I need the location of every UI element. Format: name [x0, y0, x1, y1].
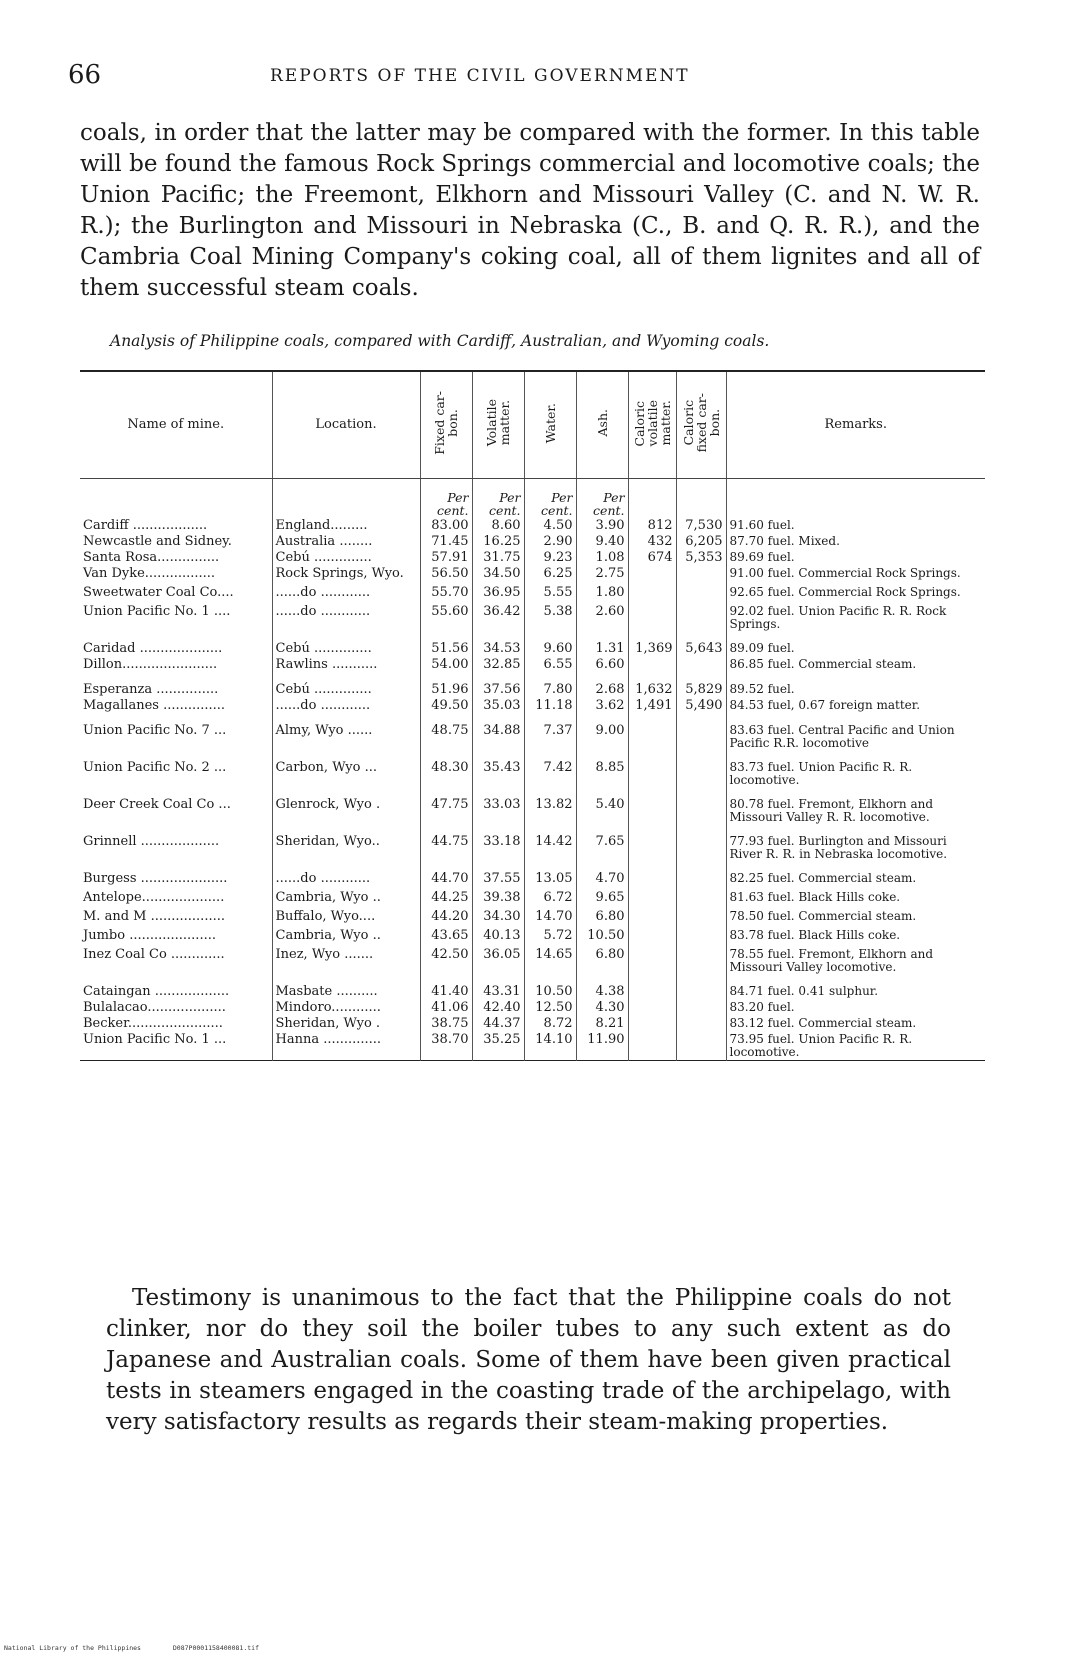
cell-mine-name: Deer Creek Coal Co ...: [80, 797, 272, 834]
cell-fixed-carbon: 55.70: [420, 585, 472, 604]
cell-fixed-carbon: 44.70: [420, 871, 472, 890]
cell-caloric-fixed: [676, 604, 726, 641]
cell-ash: 9.00: [576, 723, 628, 760]
cell-location: Rock Springs, Wyo.: [272, 566, 420, 585]
cell-mine-name: Antelope....................: [80, 890, 272, 909]
unit-label: Per cent.: [576, 479, 628, 519]
cell-water: 6.72: [524, 890, 576, 909]
header-water: Water.: [524, 371, 576, 479]
cell-volatile-matter: 39.38: [472, 890, 524, 909]
cell-ash: 8.21: [576, 1016, 628, 1032]
cell-fixed-carbon: 56.50: [420, 566, 472, 585]
coal-analysis-table-container: [80, 370, 985, 1061]
cell-mine-name: M. and M ..................: [80, 909, 272, 928]
cell-location: Cebú ..............: [272, 641, 420, 657]
cell-water: 11.18: [524, 698, 576, 723]
table-header-row: [80, 371, 985, 479]
table-row: [80, 518, 985, 534]
table-body: [80, 479, 985, 1061]
cell-caloric-volatile: [628, 797, 676, 834]
cell-water: 2.90: [524, 534, 576, 550]
header-location: Location.: [272, 371, 420, 479]
cell-remarks: 83.78 fuel. Black Hills coke.: [729, 928, 901, 942]
cell-caloric-volatile: [628, 984, 676, 1000]
cell-volatile-matter: 36.95: [472, 585, 524, 604]
running-head: REPORTS OF THE CIVIL GOVERNMENT: [270, 66, 690, 86]
cell-caloric-volatile: 674: [628, 550, 676, 566]
cell-volatile-matter: 34.30: [472, 909, 524, 928]
cell-fixed-carbon: 43.65: [420, 928, 472, 947]
cell-water: 5.55: [524, 585, 576, 604]
cell-location: Cambria, Wyo ..: [272, 928, 420, 947]
cell-location: Hanna ..............: [272, 1032, 420, 1061]
cell-fixed-carbon: 51.56: [420, 641, 472, 657]
table-row: [80, 984, 985, 1000]
cell-caloric-fixed: 5,353: [676, 550, 726, 566]
cell-remarks: 92.02 fuel. Union Pacific R. R. Rock Springs.: [729, 604, 947, 631]
cell-location: Carbon, Wyo ...: [272, 760, 420, 797]
cell-volatile-matter: 34.53: [472, 641, 524, 657]
cell-volatile-matter: 32.85: [472, 657, 524, 682]
cell-fixed-carbon: 48.30: [420, 760, 472, 797]
cell-water: 9.23: [524, 550, 576, 566]
cell-location: Sheridan, Wyo..: [272, 834, 420, 871]
cell-mine-name: Esperanza ...............: [80, 682, 272, 698]
cell-caloric-fixed: [676, 928, 726, 947]
cell-location: Almy, Wyo ......: [272, 723, 420, 760]
cell-caloric-volatile: 1,491: [628, 698, 676, 723]
cell-remarks: 92.65 fuel. Commercial Rock Springs.: [729, 585, 961, 599]
cell-remarks: 82.25 fuel. Commercial steam.: [729, 871, 917, 885]
cell-water: 14.70: [524, 909, 576, 928]
table-row: [80, 534, 985, 550]
table-row: [80, 834, 985, 871]
cell-mine-name: Santa Rosa...............: [80, 550, 272, 566]
cell-volatile-matter: 42.40: [472, 1000, 524, 1016]
cell-caloric-fixed: [676, 657, 726, 682]
cell-location: Masbate ..........: [272, 984, 420, 1000]
cell-caloric-fixed: [676, 909, 726, 928]
cell-ash: 9.40: [576, 534, 628, 550]
cell-mine-name: Van Dyke.................: [80, 566, 272, 585]
cell-remarks: 73.95 fuel. Union Pacific R. R. locomotive.: [729, 1032, 913, 1059]
cell-caloric-volatile: [628, 909, 676, 928]
cell-volatile-matter: 33.18: [472, 834, 524, 871]
cell-volatile-matter: 34.50: [472, 566, 524, 585]
cell-caloric-volatile: 1,369: [628, 641, 676, 657]
cell-volatile-matter: 35.25: [472, 1032, 524, 1061]
cell-water: 7.37: [524, 723, 576, 760]
cell-fixed-carbon: 47.75: [420, 797, 472, 834]
table-row: [80, 760, 985, 797]
table-row: [80, 698, 985, 723]
cell-water: 14.10: [524, 1032, 576, 1061]
footer-file: D087P0001158400081.tif: [172, 1644, 259, 1652]
cell-caloric-fixed: [676, 984, 726, 1000]
cell-location: Buffalo, Wyo....: [272, 909, 420, 928]
cell-water: 4.50: [524, 518, 576, 534]
cell-caloric-fixed: [676, 1000, 726, 1016]
cell-caloric-volatile: [628, 947, 676, 984]
cell-caloric-volatile: [628, 760, 676, 797]
cell-water: 13.05: [524, 871, 576, 890]
cell-mine-name: Bulalacao...................: [80, 1000, 272, 1016]
cell-location: Rawlins ...........: [272, 657, 420, 682]
footer-library: National Library of the Philippines: [4, 1644, 141, 1652]
cell-mine-name: Union Pacific No. 7 ...: [80, 723, 272, 760]
cell-location: Cambria, Wyo ..: [272, 890, 420, 909]
table-row: [80, 604, 985, 641]
cell-mine-name: Inez Coal Co .............: [80, 947, 272, 984]
cell-fixed-carbon: 55.60: [420, 604, 472, 641]
table-row: [80, 566, 985, 585]
cell-remarks: 83.20 fuel.: [729, 1000, 795, 1014]
cell-ash: 10.50: [576, 928, 628, 947]
cell-fixed-carbon: 54.00: [420, 657, 472, 682]
cell-ash: 2.75: [576, 566, 628, 585]
cell-volatile-matter: 40.13: [472, 928, 524, 947]
cell-fixed-carbon: 44.75: [420, 834, 472, 871]
cell-mine-name: Sweetwater Coal Co....: [80, 585, 272, 604]
cell-remarks: 91.00 fuel. Commercial Rock Springs.: [729, 566, 961, 580]
cell-fixed-carbon: 83.00: [420, 518, 472, 534]
cell-ash: 5.40: [576, 797, 628, 834]
cell-ash: 4.38: [576, 984, 628, 1000]
cell-mine-name: Union Pacific No. 2 ...: [80, 760, 272, 797]
cell-ash: 2.60: [576, 604, 628, 641]
cell-volatile-matter: 34.88: [472, 723, 524, 760]
cell-mine-name: Cataingan ..................: [80, 984, 272, 1000]
cell-caloric-fixed: [676, 1016, 726, 1032]
cell-caloric-fixed: 5,643: [676, 641, 726, 657]
cell-volatile-matter: 33.03: [472, 797, 524, 834]
cell-caloric-fixed: [676, 760, 726, 797]
table-row: [80, 928, 985, 947]
cell-caloric-volatile: 812: [628, 518, 676, 534]
cell-mine-name: Newcastle and Sidney.: [80, 534, 272, 550]
cell-volatile-matter: 31.75: [472, 550, 524, 566]
cell-location: Inez, Wyo .......: [272, 947, 420, 984]
header-caloric-fixed: Caloric fixed car- bon.: [676, 371, 726, 479]
cell-mine-name: Jumbo .....................: [80, 928, 272, 947]
cell-fixed-carbon: 51.96: [420, 682, 472, 698]
cell-ash: 4.70: [576, 871, 628, 890]
cell-fixed-carbon: 71.45: [420, 534, 472, 550]
cell-water: 6.55: [524, 657, 576, 682]
closing-paragraph: Testimony is unanimous to the fact that the Philippine coals do not clinker, nor do they soil the boiler tubes to any such extent as do Japanese and Australian coals. Some of them have been given practical tests in steamers engaged in the coasting trade of the archipelago, with very satisfactory results as regards their steam-making properties.: [106, 1285, 951, 1435]
cell-caloric-fixed: 7,530: [676, 518, 726, 534]
table-row: [80, 1032, 985, 1061]
cell-water: 10.50: [524, 984, 576, 1000]
cell-location: ......do ............: [272, 698, 420, 723]
header-mine: Name of mine.: [80, 371, 272, 479]
cell-mine-name: Caridad ....................: [80, 641, 272, 657]
cell-volatile-matter: 8.60: [472, 518, 524, 534]
cell-location: Cebú ..............: [272, 550, 420, 566]
cell-location: ......do ............: [272, 871, 420, 890]
cell-remarks: 83.73 fuel. Union Pacific R. R. locomotive.: [729, 760, 913, 787]
cell-caloric-volatile: [628, 657, 676, 682]
table-row: [80, 682, 985, 698]
cell-ash: 6.80: [576, 947, 628, 984]
cell-remarks: 86.85 fuel. Commercial steam.: [729, 657, 917, 671]
cell-remarks: 83.63 fuel. Central Pacific and Union Pacific R.R. locomotive: [729, 723, 955, 750]
table-row: [80, 871, 985, 890]
cell-fixed-carbon: 38.70: [420, 1032, 472, 1061]
cell-caloric-volatile: 432: [628, 534, 676, 550]
cell-volatile-matter: 36.05: [472, 947, 524, 984]
cell-caloric-fixed: [676, 797, 726, 834]
cell-caloric-volatile: [628, 871, 676, 890]
cell-caloric-volatile: [628, 928, 676, 947]
cell-fixed-carbon: 44.25: [420, 890, 472, 909]
cell-volatile-matter: 35.03: [472, 698, 524, 723]
cell-fixed-carbon: 44.20: [420, 909, 472, 928]
header-ash: Ash.: [576, 371, 628, 479]
cell-remarks: 84.71 fuel. 0.41 sulphur.: [729, 984, 879, 998]
cell-location: Sheridan, Wyo .: [272, 1016, 420, 1032]
cell-volatile-matter: 43.31: [472, 984, 524, 1000]
cell-fixed-carbon: 38.75: [420, 1016, 472, 1032]
cell-mine-name: Cardiff ..................: [80, 518, 272, 534]
cell-ash: 7.65: [576, 834, 628, 871]
cell-caloric-fixed: 5,490: [676, 698, 726, 723]
cell-caloric-volatile: [628, 566, 676, 585]
cell-remarks: 83.12 fuel. Commercial steam.: [729, 1016, 917, 1030]
table-row: [80, 585, 985, 604]
cell-ash: 6.80: [576, 909, 628, 928]
cell-fixed-carbon: 41.40: [420, 984, 472, 1000]
cell-ash: 8.85: [576, 760, 628, 797]
cell-volatile-matter: 37.55: [472, 871, 524, 890]
cell-ash: 1.80: [576, 585, 628, 604]
cell-volatile-matter: 44.37: [472, 1016, 524, 1032]
cell-location: ......do ............: [272, 585, 420, 604]
header-fixed-carbon: Fixed car- bon.: [420, 371, 472, 479]
header-caloric-volatile: Caloric volatile matter.: [628, 371, 676, 479]
cell-ash: 11.90: [576, 1032, 628, 1061]
unit-label: Per cent.: [472, 479, 524, 519]
cell-location: Cebú ..............: [272, 682, 420, 698]
cell-caloric-fixed: [676, 871, 726, 890]
cell-mine-name: Magallanes ...............: [80, 698, 272, 723]
cell-remarks: 78.50 fuel. Commercial steam.: [729, 909, 917, 923]
cell-water: 12.50: [524, 1000, 576, 1016]
cell-remarks: 80.78 fuel. Fremont, Elkhorn and Missouri Valley R. R. locomotive.: [729, 797, 934, 824]
unit-label: Per cent.: [524, 479, 576, 519]
cell-remarks: 78.55 fuel. Fremont, Elkhorn and Missouri Valley locomotive.: [729, 947, 934, 974]
cell-fixed-carbon: 57.91: [420, 550, 472, 566]
cell-fixed-carbon: 42.50: [420, 947, 472, 984]
cell-caloric-volatile: [628, 604, 676, 641]
cell-caloric-volatile: [628, 1032, 676, 1061]
cell-volatile-matter: 16.25: [472, 534, 524, 550]
cell-ash: 3.90: [576, 518, 628, 534]
cell-caloric-fixed: [676, 1032, 726, 1061]
cell-mine-name: Dillon.......................: [80, 657, 272, 682]
cell-caloric-fixed: [676, 947, 726, 984]
cell-water: 5.72: [524, 928, 576, 947]
cell-remarks: 89.52 fuel.: [729, 682, 795, 696]
cell-caloric-fixed: 5,829: [676, 682, 726, 698]
table-row: [80, 1016, 985, 1032]
header-volatile: Volatile matter.: [472, 371, 524, 479]
cell-fixed-carbon: 41.06: [420, 1000, 472, 1016]
unit-label: Per cent.: [420, 479, 472, 519]
cell-ash: 9.65: [576, 890, 628, 909]
cell-ash: 1.31: [576, 641, 628, 657]
cell-ash: 3.62: [576, 698, 628, 723]
table-row: [80, 909, 985, 928]
table-row: [80, 890, 985, 909]
cell-caloric-volatile: [628, 890, 676, 909]
units-row: [80, 479, 985, 519]
cell-mine-name: Becker.......................: [80, 1016, 272, 1032]
cell-caloric-volatile: [628, 1000, 676, 1016]
cell-mine-name: Burgess .....................: [80, 871, 272, 890]
cell-water: 7.42: [524, 760, 576, 797]
table-row: [80, 657, 985, 682]
cell-ash: 2.68: [576, 682, 628, 698]
table-row: [80, 947, 985, 984]
cell-caloric-fixed: 6,205: [676, 534, 726, 550]
cell-fixed-carbon: 48.75: [420, 723, 472, 760]
cell-caloric-volatile: [628, 723, 676, 760]
cell-water: 8.72: [524, 1016, 576, 1032]
cell-mine-name: Union Pacific No. 1 ....: [80, 604, 272, 641]
cell-caloric-volatile: [628, 834, 676, 871]
cell-caloric-fixed: [676, 723, 726, 760]
table-caption: Analysis of Philippine coals, compared with Cardiff, Australian, and Wyoming coals.: [110, 332, 770, 350]
cell-water: 13.82: [524, 797, 576, 834]
table-row: [80, 1000, 985, 1016]
cell-location: ......do ............: [272, 604, 420, 641]
cell-caloric-volatile: [628, 585, 676, 604]
scan-footer: [4, 1644, 287, 1652]
cell-water: 14.65: [524, 947, 576, 984]
cell-ash: 6.60: [576, 657, 628, 682]
cell-caloric-volatile: 1,632: [628, 682, 676, 698]
cell-volatile-matter: 37.56: [472, 682, 524, 698]
cell-water: 7.80: [524, 682, 576, 698]
cell-remarks: 81.63 fuel. Black Hills coke.: [729, 890, 901, 904]
cell-water: 9.60: [524, 641, 576, 657]
intro-paragraph: coals, in order that the latter may be compared with the former. In this table will be found the famous Rock Springs commercial and locomotive coals; the Union Pacific; the Freemont, Elkhorn and Missouri Valley (C. and N. W. R. R.); the Burlington and Missouri in Nebraska (C., B. and Q. R. R.), and the Cambria Coal Mining Company's coking coal, all of them lignites and all of them successful steam coals.: [80, 120, 980, 301]
table-row: [80, 797, 985, 834]
coal-analysis-table: [80, 370, 985, 1061]
cell-water: 5.38: [524, 604, 576, 641]
cell-caloric-volatile: [628, 1016, 676, 1032]
cell-mine-name: Union Pacific No. 1 ...: [80, 1032, 272, 1061]
cell-ash: 4.30: [576, 1000, 628, 1016]
cell-location: Mindoro............: [272, 1000, 420, 1016]
header-remarks: Remarks.: [726, 371, 985, 479]
cell-remarks: 89.69 fuel.: [729, 550, 795, 564]
cell-ash: 1.08: [576, 550, 628, 566]
cell-water: 6.25: [524, 566, 576, 585]
cell-mine-name: Grinnell ...................: [80, 834, 272, 871]
cell-caloric-fixed: [676, 566, 726, 585]
cell-location: England.........: [272, 518, 420, 534]
cell-volatile-matter: 35.43: [472, 760, 524, 797]
table-row: [80, 723, 985, 760]
cell-remarks: 84.53 fuel, 0.67 foreign matter.: [729, 698, 921, 712]
cell-location: Australia ........: [272, 534, 420, 550]
cell-volatile-matter: 36.42: [472, 604, 524, 641]
cell-fixed-carbon: 49.50: [420, 698, 472, 723]
cell-caloric-fixed: [676, 585, 726, 604]
table-row: [80, 641, 985, 657]
cell-caloric-fixed: [676, 834, 726, 871]
cell-remarks: 77.93 fuel. Burlington and Missouri River R. R. in Nebraska locomotive.: [729, 834, 948, 861]
cell-caloric-fixed: [676, 890, 726, 909]
cell-remarks: 87.70 fuel. Mixed.: [729, 534, 840, 548]
cell-location: Glenrock, Wyo .: [272, 797, 420, 834]
table-row: [80, 550, 985, 566]
cell-remarks: 91.60 fuel.: [729, 518, 795, 532]
cell-remarks: 89.09 fuel.: [729, 641, 795, 655]
page-number: 66: [68, 60, 102, 90]
cell-water: 14.42: [524, 834, 576, 871]
